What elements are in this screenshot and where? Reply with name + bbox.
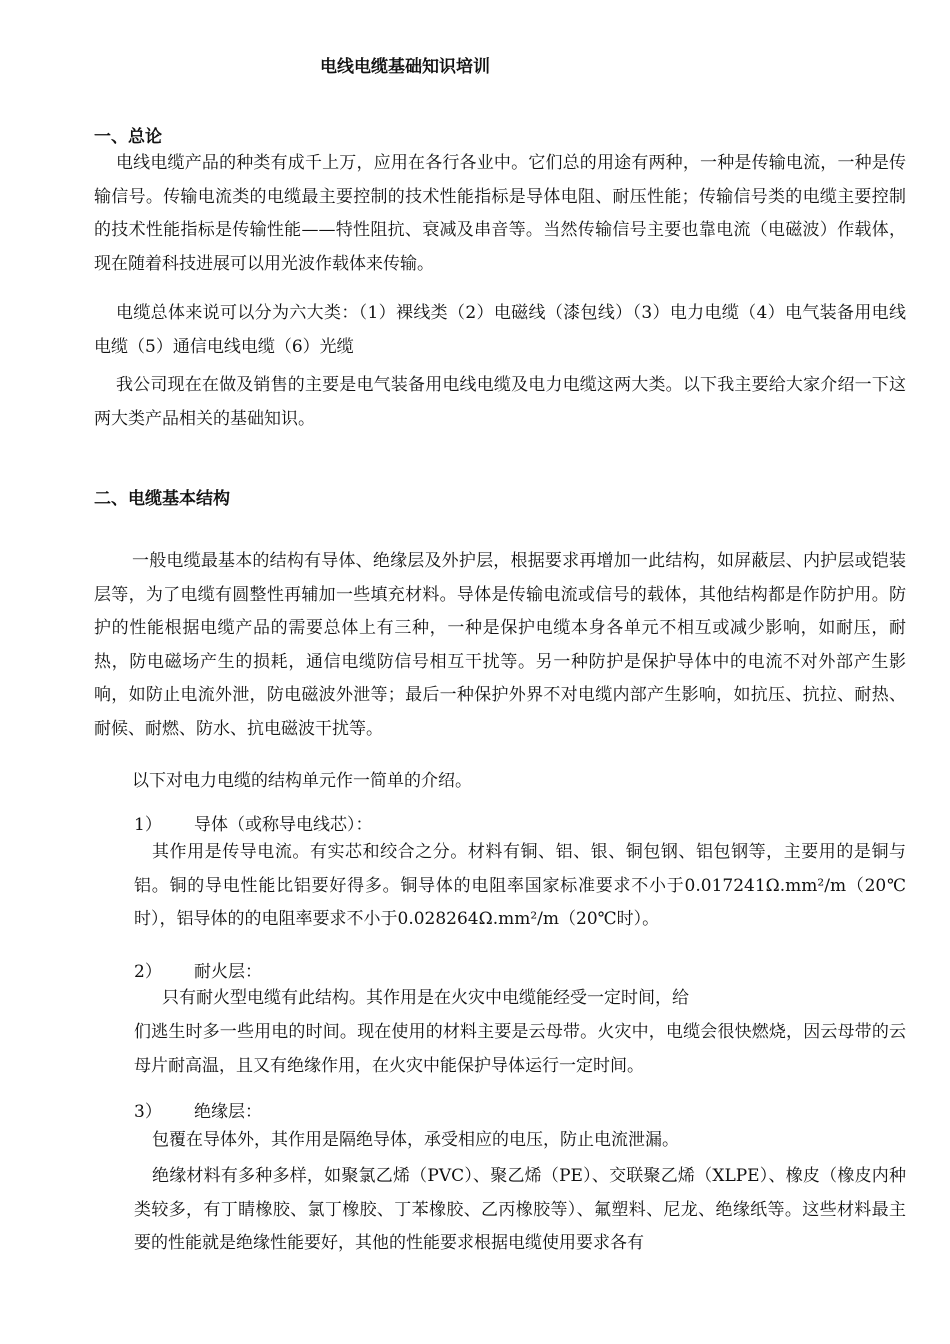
paragraph-general-1: 电线电缆产品的种类有成千上万，应用在各行各业中。它们总的用途有两种，一种是传输电流，一种是传输信号。传输电流类的电缆最主要控制的技术性能指标是导体电阻、耐压性能；传输信号类的电缆主要控制的技术性能指标是传输性能——特性阻抗、衰减及串音等。当然传输信号主要也靠电流（电磁波）作载体，现在随着科技进展可以用光波作载体来传输。 — [94, 153, 906, 274]
list-item-label: 绝缘层： — [194, 1102, 262, 1122]
paragraph-fire-layer-2: 们逃生时多一些用电的时间。现在使用的材料主要是云母带。火灾中，电缆会很快燃烧，因云母带的云母片耐高温，且又有绝缘作用，在火灾中能保护导体运行一定时间。 — [134, 1022, 906, 1076]
paragraph-general-3: 我公司现在在做及销售的主要是电气装备用电线电缆及电力电缆这两大类。以下我主要给大家介绍一下这两大类产品相关的基础知识。 — [94, 375, 906, 429]
list-item-number: 1） — [134, 815, 162, 835]
list-item-label: 导体（或称导电线芯）： — [194, 815, 373, 835]
list-item-insulation — [134, 1097, 262, 1122]
list-item-fire-layer — [134, 957, 262, 982]
paragraph-insulation-1: 包覆在导体外，其作用是隔绝导体，承受相应的电压，防止电流泄漏。 — [152, 1130, 679, 1150]
section-heading-structure: 二、电缆基本结构 — [94, 489, 230, 509]
list-item-number: 2） — [134, 962, 162, 982]
paragraph-structure-2: 以下对电力电缆的结构单元作一简单的介绍。 — [132, 771, 472, 791]
list-item-number: 3） — [134, 1102, 162, 1122]
paragraph-fire-layer-1: 只有耐火型电缆有此结构。其作用是在火灾中电缆能经受一定时间，给 — [162, 988, 689, 1008]
paragraph-conductor: 其作用是传导电流。有实芯和绞合之分。材料有铜、铝、银、铜包钢、铝包钢等，主要用的是铜与铝。铜的导电性能比铝要好得多。铜导体的电阻率国家标准要求不小于0.017241Ω.mm²/m（20℃时），铝导体的的电阻率要求不小于0.028264Ω.mm²/m（20℃时）。 — [134, 842, 906, 929]
paragraph-general-2: 电缆总体来说可以分为六大类：（1）裸线类（2）电磁线（漆包线）（3）电力电缆（4）电气装备用电线电缆（5）通信电线电缆（6）光缆 — [94, 303, 906, 357]
list-item-conductor — [134, 810, 373, 835]
section-heading-general: 一、总论 — [94, 127, 162, 147]
document-title: 电线电缆基础知识培训 — [320, 57, 490, 77]
paragraph-insulation-2: 绝缘材料有多种多样，如聚氯乙烯（PVC）、聚乙烯（PE）、交联聚乙烯（XLPE）、橡皮（橡皮内种类较多，有丁睛橡胶、氯丁橡胶、丁苯橡胶、乙丙橡胶等）、氟塑料、尼龙、绝缘纸等。这些材料最主要的性能就是绝缘性能要好，其他的性能要求根据电缆使用要求各有 — [134, 1166, 906, 1253]
paragraph-structure-1: 一般电缆最基本的结构有导体、绝缘层及外护层，根据要求再增加一此结构，如屏蔽层、内护层或铠装层等，为了电缆有圆整性再辅加一些填充材料。导体是传输电流或信号的载体，其他结构都是作防护用。防护的性能根据电缆产品的需要总体上有三种，一种是保护电缆本身各单元不相互或减少影响，如耐压，耐热，防电磁场产生的损耗，通信电缆防信号相互干扰等。另一种防护是保护导体中的电流不对外部产生影响，如防止电流外泄，防电磁波外泄等；最后一种保护外界不对电缆内部产生影响，如抗压、抗拉、耐热、耐候、耐燃、防水、抗电磁波干扰等。 — [94, 551, 906, 739]
list-item-label: 耐火层： — [194, 962, 262, 982]
